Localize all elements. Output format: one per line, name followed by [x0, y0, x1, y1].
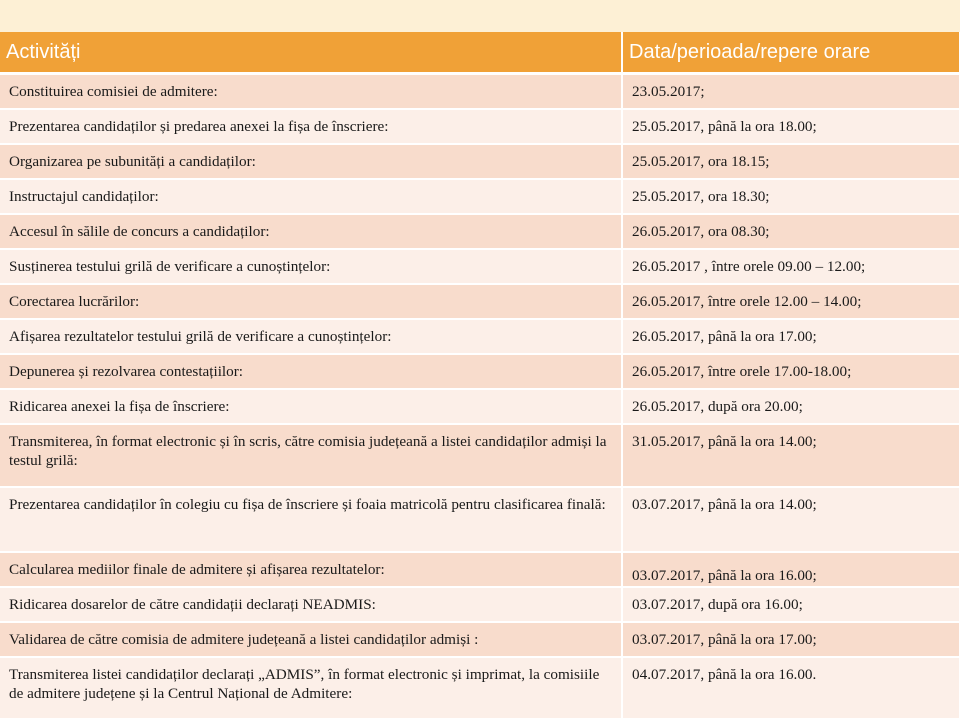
table-row [0, 487, 960, 552]
top-band [0, 0, 960, 32]
date-cell: 03.07.2017, până la ora 16.00; [622, 552, 960, 587]
date-cell: 31.05.2017, până la ora 14.00; [622, 424, 960, 487]
date-cell: 25.05.2017, ora 18.15; [622, 144, 960, 179]
header-activities: Activități [0, 32, 622, 74]
date-cell: 03.07.2017, până la ora 14.00; [622, 487, 960, 552]
activity-cell: Organizarea pe subunități a candidaților: [0, 144, 622, 179]
table-row [0, 552, 960, 587]
date-cell: 26.05.2017, după ora 20.00; [622, 389, 960, 424]
table-row [0, 249, 960, 284]
date-cell: 26.05.2017, între orele 17.00-18.00; [622, 354, 960, 389]
activity-cell: Afișarea rezultatelor testului grilă de verificare a cunoștințelor: [0, 319, 622, 354]
table-row [0, 354, 960, 389]
activity-cell: Validarea de către comisia de admitere județeană a listei candidaților admiși : [0, 622, 622, 657]
activity-cell: Calcularea mediilor finale de admitere și afișarea rezultatelor: [0, 552, 622, 587]
table-row [0, 389, 960, 424]
activity-cell: Instructajul candidaților: [0, 179, 622, 214]
activity-cell: Prezentarea candidaților și predarea anexei la fișa de înscriere: [0, 109, 622, 144]
table-row [0, 319, 960, 354]
admission-schedule-table [0, 32, 960, 720]
date-cell: 26.05.2017, până la ora 17.00; [622, 319, 960, 354]
activity-cell: Corectarea lucrărilor: [0, 284, 622, 319]
activity-cell: Prezentarea candidaților în colegiu cu fișa de înscriere și foaia matricolă pentru clasificarea finală: [0, 487, 622, 552]
activity-cell: Ridicarea anexei la fișa de înscriere: [0, 389, 622, 424]
activity-cell: Depunerea și rezolvarea contestațiilor: [0, 354, 622, 389]
table-row [0, 74, 960, 109]
table-row [0, 587, 960, 622]
activity-cell: Transmiterea listei candidaților declarați „ADMIS”, în format electronic și imprimat, la comisiile de admitere județene și la Centrul Național de Admitere: [0, 657, 622, 719]
table-row [0, 284, 960, 319]
table-row [0, 109, 960, 144]
table-row [0, 424, 960, 487]
activity-cell: Accesul în sălile de concurs a candidaților: [0, 214, 622, 249]
table-row [0, 622, 960, 657]
activity-cell: Transmiterea, în format electronic și în scris, către comisia județeană a listei candidaților admiși la testul grilă: [0, 424, 622, 487]
table-header-row [0, 32, 960, 74]
activity-cell: Ridicarea dosarelor de către candidații declarați NEADMIS: [0, 587, 622, 622]
table-row [0, 179, 960, 214]
activity-cell: Constituirea comisiei de admitere: [0, 74, 622, 109]
date-cell: 26.05.2017, între orele 12.00 – 14.00; [622, 284, 960, 319]
activity-cell: Susținerea testului grilă de verificare a cunoștințelor: [0, 249, 622, 284]
date-cell: 25.05.2017, ora 18.30; [622, 179, 960, 214]
date-cell: 03.07.2017, până la ora 17.00; [622, 622, 960, 657]
date-cell: 26.05.2017, ora 08.30; [622, 214, 960, 249]
date-cell: 26.05.2017 , între orele 09.00 – 12.00; [622, 249, 960, 284]
table-row [0, 144, 960, 179]
date-cell: 03.07.2017, după ora 16.00; [622, 587, 960, 622]
table-row [0, 657, 960, 719]
header-date-period: Data/perioada/repere orare [622, 32, 960, 74]
date-cell: 23.05.2017; [622, 74, 960, 109]
date-cell: 25.05.2017, până la ora 18.00; [622, 109, 960, 144]
date-cell: 04.07.2017, până la ora 16.00. [622, 657, 960, 719]
table-row [0, 214, 960, 249]
